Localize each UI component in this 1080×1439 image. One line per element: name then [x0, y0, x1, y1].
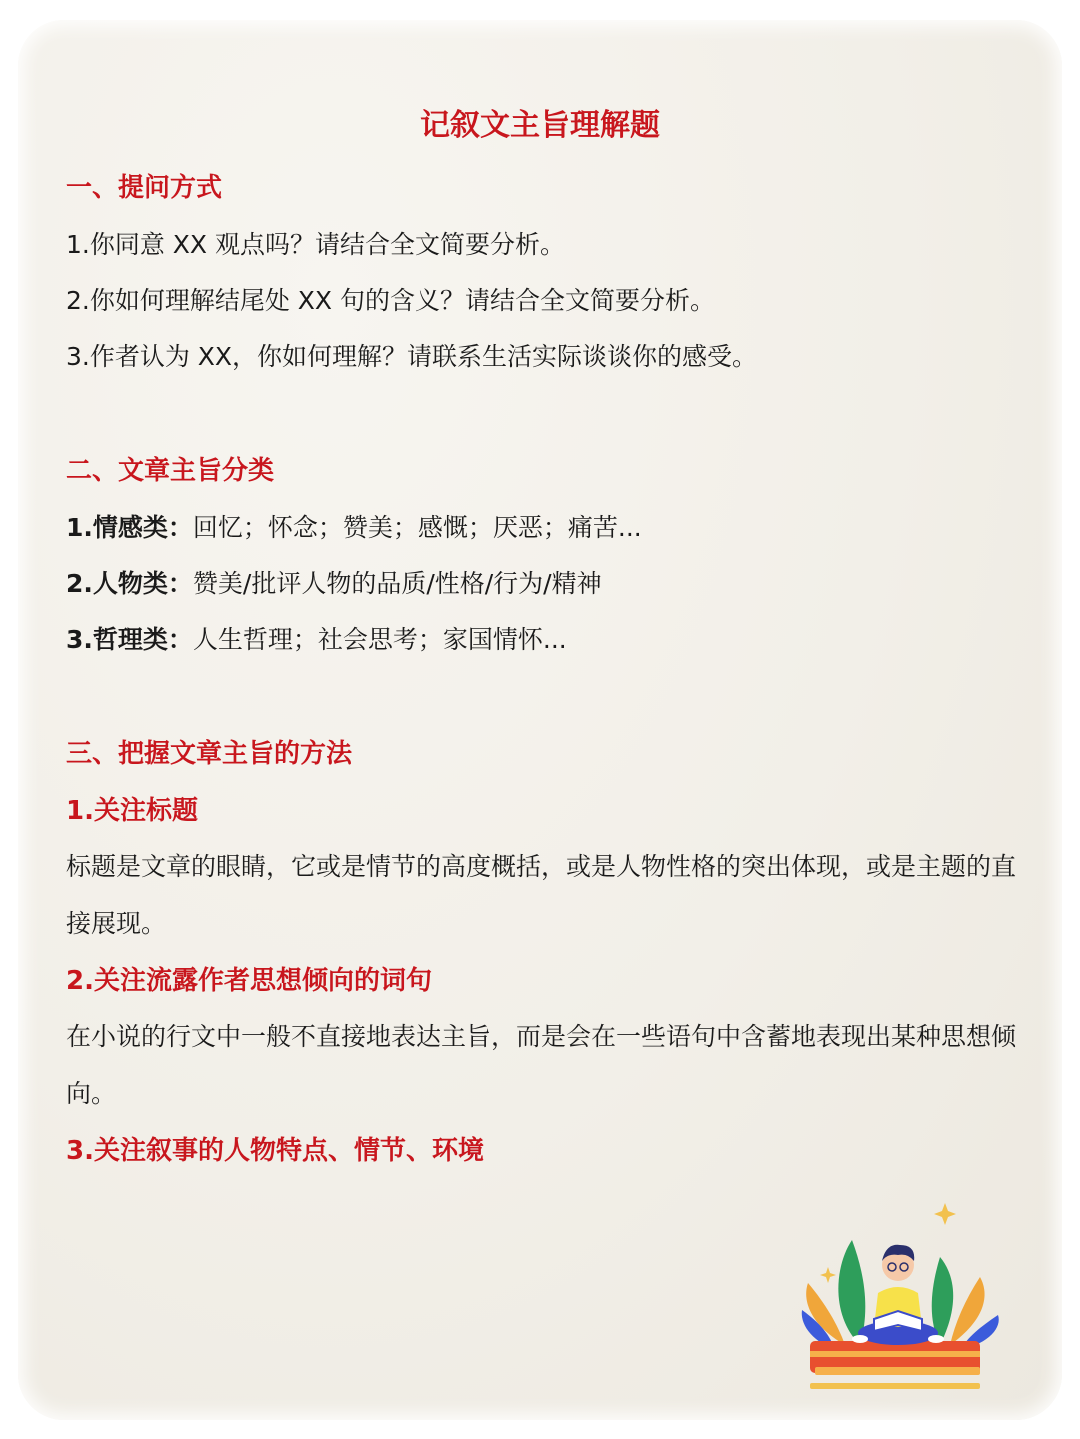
category-item-1: [66, 511, 1016, 545]
category-label: 2.人物类：: [66, 569, 193, 598]
category-item-2: [66, 567, 1016, 601]
method-desc-1: 标题是文章的眼睛，它或是情节的高度概括，或是人物性格的突出体现，或是主题的直接展现。: [66, 852, 1017, 938]
category-text: 赞美/批评人物的品质/性格/行为/精神: [192, 569, 602, 598]
method-title-3: 3.关注叙事的人物特点、情节、环境: [66, 1136, 484, 1166]
category-label: 3.哲理类：: [66, 625, 193, 654]
method-desc-2: 在小说的行文中一般不直接地表达主旨，而是会在一些语句中含蓄地表现出某种思想倾向。: [66, 1022, 1017, 1108]
question-item-2: 2.你如何理解结尾处 XX 句的含义？请结合全文简要分析。: [66, 286, 716, 315]
section1-heading: 一、提问方式: [66, 173, 223, 203]
question-item-3: 3.作者认为 XX，你如何理解？请联系生活实际谈谈你的感受。: [66, 342, 758, 371]
category-label: 1.情感类：: [66, 513, 193, 542]
question-item-1: 1.你同意 XX 观点吗？请结合全文简要分析。: [66, 230, 566, 259]
method-title-2: 2.关注流露作者思想倾向的词句: [66, 966, 432, 996]
section3-heading: 三、把握文章主旨的方法: [66, 739, 353, 769]
category-item-3: [66, 623, 1016, 657]
reading-student-illustration: [790, 1195, 1010, 1395]
page-title: 记叙文主旨理解题: [420, 108, 660, 143]
section2-heading: 二、文章主旨分类: [66, 456, 275, 486]
method-title-1: 1.关注标题: [66, 796, 198, 826]
category-text: 回忆；怀念；赞美；感慨；厌恶；痛苦...: [192, 513, 642, 542]
category-text: 人生哲理；社会思考；家国情怀...: [192, 625, 567, 654]
